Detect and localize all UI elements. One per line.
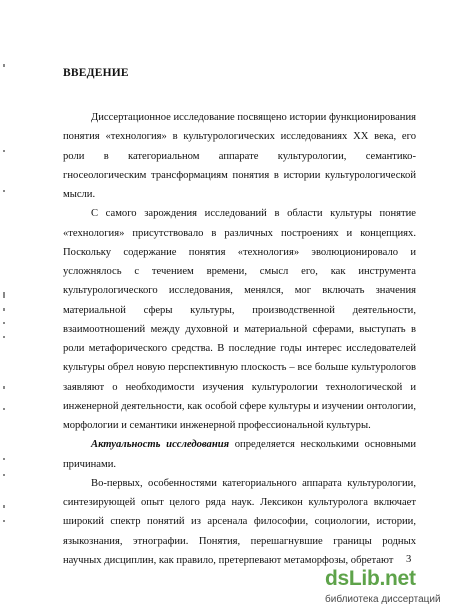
paragraph-lead: Актуальность исследования — [91, 439, 230, 451]
paragraph-text: Диссертационное исследование посвящено истории функционирования понятия «технология» в культурологических исследованиях XX века, его роли в категориальном аппарате культурологии, семантико-гносеологическим трансформациям понятия в истории культурологической мысли. — [63, 112, 417, 200]
watermark-brand: dsLib.net — [325, 567, 416, 590]
scan-margin-marks — [3, 0, 13, 611]
watermark-tagline: библиотека диссертаций — [325, 594, 441, 605]
paragraph-intro — [63, 108, 416, 204]
page-number: 3 — [406, 554, 412, 565]
paragraph-first-reason — [63, 474, 416, 570]
paragraph-text: С самого зарождения исследований в области культуры понятие «технология» присутствовало в различных построениях и концепциях. Поскольку содержание понятия «технология» эволюционировало и усложнялось с течением времени, смысл его, как инструмента культурологического исследования, менялся, мог включать значения материальной сферы культуры, производственной деятельности, взаимоотношений между духовной и материальной сферами, выступать в роли метафорического средства. В последние годы интерес исследователей культуры обрел новую перспективную плоскость – все больше культурологов заявляют о необходимости изучения культурологии технологической и инженерной деятельности, как особой сфере культуры и изучении онтологии, морфологии и семантики инженерной профессиональной культуры. — [63, 208, 416, 431]
paragraph-relevance — [63, 435, 416, 474]
body-text — [63, 108, 416, 570]
paragraph-history — [63, 204, 416, 435]
paragraph-text: Во-первых, особенностями категориального аппарата культурологии, синтезирующей опыт целого ряда наук. Лексикон культуролога включает широкий спектр понятий из арсенала философии, социологии, истории, языкознания, этнографии. Понятия, перешагнувшие границы родных научных дисциплин, как правило, претерпевают метаморфозы, обретают — [63, 477, 416, 566]
paragraph-text: определяется несколькими основными причинами. — [63, 439, 416, 470]
watermark-logo — [325, 567, 447, 607]
section-heading: ВВЕДЕНИЕ — [63, 67, 129, 79]
